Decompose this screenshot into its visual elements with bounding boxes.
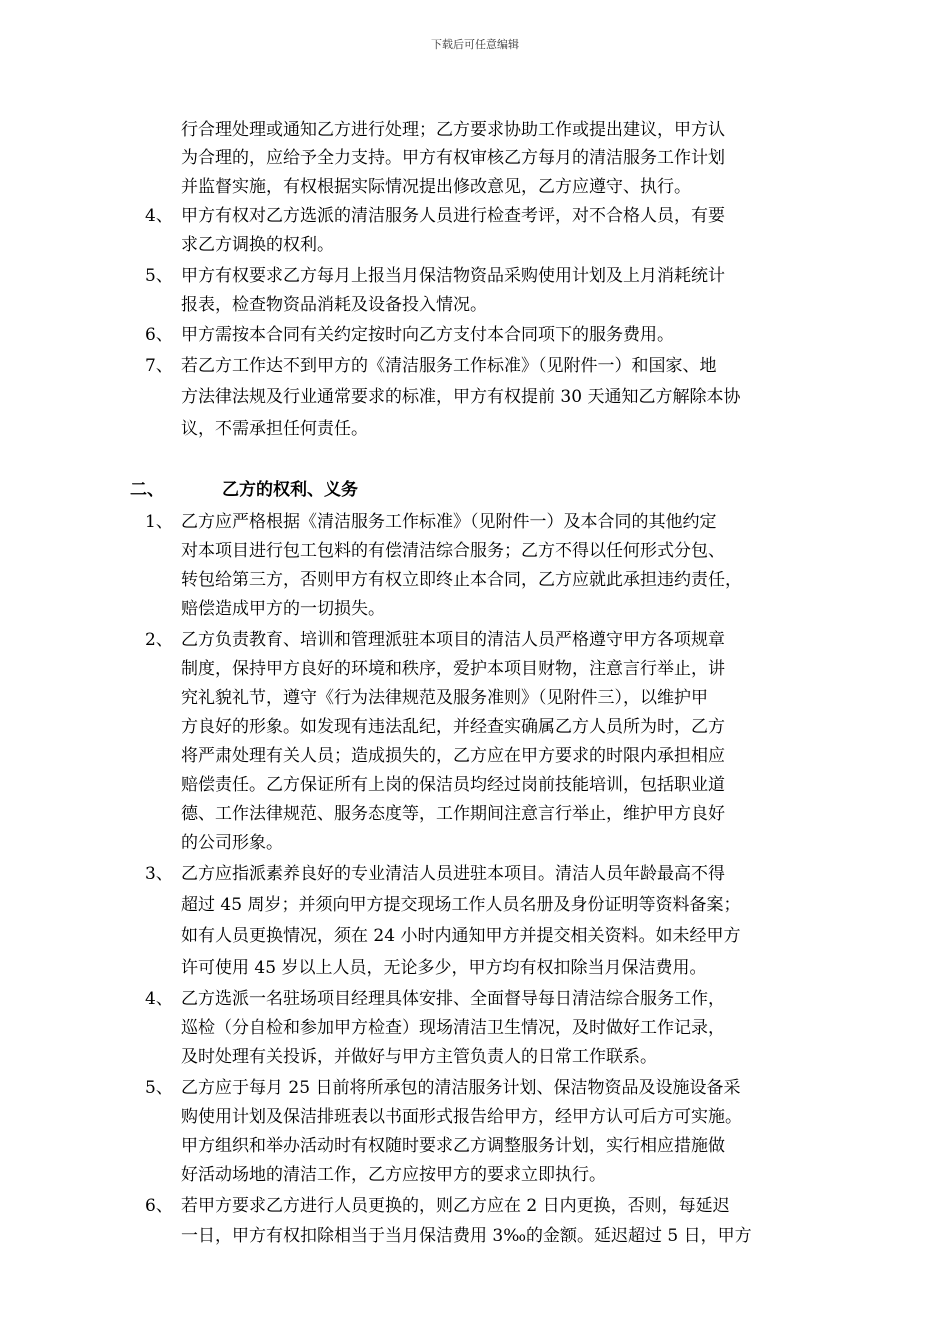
list-item-line: 许可使用 45 岁以上人员，无论多少，甲方均有权扣除当月保洁费用。	[181, 958, 707, 978]
list-item-line: 赔偿造成甲方的一切损失。	[181, 599, 385, 619]
list-item-line: 巡检（分自检和参加甲方检查）现场清洁卫生情况，及时做好工作记录，	[181, 1018, 725, 1038]
list-item-line: 如有人员更换情况，须在 24 小时内通知甲方并提交相关资料。如未经甲方	[181, 926, 741, 946]
list-number: 7、	[145, 356, 173, 376]
list-item-line: 甲方组织和举办活动时有权随时要求乙方调整服务计划，实行相应措施做	[181, 1136, 725, 1156]
list-item-line: 好活动场地的清洁工作，乙方应按甲方的要求立即执行。	[181, 1165, 606, 1185]
list-item-line: 甲方有权要求乙方每月上报当月保洁物资品采购使用计划及上月消耗统计	[181, 266, 725, 286]
list-number: 4、	[145, 206, 173, 226]
list-item-line: 乙方负责教育、培训和管理派驻本项目的清洁人员严格遵守甲方各项规章	[181, 630, 725, 650]
list-item-line: 方法律法规及行业通常要求的标准，甲方有权提前 30 天通知乙方解除本协	[181, 387, 741, 407]
list-number: 6、	[145, 325, 173, 345]
list-item-line: 的公司形象。	[181, 833, 283, 853]
list-number: 4、	[145, 989, 173, 1009]
list-item-line: 甲方有权对乙方选派的清洁服务人员进行检查考评，对不合格人员，有要	[181, 206, 725, 226]
list-item-line: 甲方需按本合同有关约定按时向乙方支付本合同项下的服务费用。	[181, 325, 674, 345]
list-item-line: 报表，检查物资品消耗及设备投入情况。	[181, 295, 487, 315]
list-item-line: 乙方应指派素养良好的专业清洁人员进驻本项目。清洁人员年龄最高不得	[181, 864, 725, 884]
section-number: 二、	[130, 480, 164, 500]
list-item-line: 赔偿责任。乙方保证所有上岗的保洁员均经过岗前技能培训，包括职业道	[181, 775, 725, 795]
list-item-line: 求乙方调换的权利。	[181, 235, 334, 255]
section-title: 乙方的权利、义务	[222, 480, 358, 500]
list-item-line: 若乙方工作达不到甲方的《清洁服务工作标准》（见附件一）和国家、地	[181, 356, 717, 376]
list-item-line: 德、工作法律规范、服务态度等，工作期间注意言行举止，维护甲方良好	[181, 804, 725, 824]
list-item-line: 超过 45 周岁；并须向甲方提交现场工作人员名册及身份证明等资料备案；	[181, 895, 741, 915]
list-item-line: 及时处理有关投诉，并做好与甲方主管负责人的日常工作联系。	[181, 1047, 657, 1067]
list-item-line: 将严肃处理有关人员；造成损失的，乙方应在甲方要求的时限内承担相应	[181, 746, 725, 766]
list-item-line: 乙方应严格根据《清洁服务工作标准》（见附件一）及本合同的其他约定	[181, 512, 717, 532]
list-number: 2、	[145, 630, 173, 650]
list-item-line: 制度，保持甲方良好的环境和秩序，爱护本项目财物，注意言行举止，讲	[181, 659, 725, 679]
list-item-line: 若甲方要求乙方进行人员更换的，则乙方应在 2 日内更换，否则，每延迟	[181, 1196, 730, 1216]
list-item-line: 购使用计划及保洁排班表以书面形式报告给甲方，经甲方认可后方可实施。	[181, 1107, 742, 1127]
list-item-line: 议，不需承担任何责任。	[181, 419, 368, 439]
list-item-line: 对本项目进行包工包料的有偿清洁综合服务；乙方不得以任何形式分包、	[181, 541, 725, 561]
list-number: 3、	[145, 864, 173, 884]
list-number: 5、	[145, 1078, 173, 1098]
page-header: 下载后可任意编辑	[431, 38, 519, 51]
list-number: 1、	[145, 512, 173, 532]
list-number: 6、	[145, 1196, 173, 1216]
list-number: 5、	[145, 266, 173, 286]
list-item-line: 一日，甲方有权扣除相当于当月保洁费用 3‰的金额。延迟超过 5 日，甲方	[181, 1226, 752, 1246]
list-item-line: 究礼貌礼节，遵守《行为法律规范及服务准则》（见附件三），以维护甲	[181, 688, 708, 708]
paragraph-line: 行合理处理或通知乙方进行处理；乙方要求协助工作或提出建议，甲方认	[181, 120, 725, 140]
list-item-line: 乙方选派一名驻场项目经理具体安排、全面督导每日清洁综合服务工作，	[181, 989, 725, 1009]
paragraph-line: 并监督实施，有权根据实际情况提出修改意见，乙方应遵守、执行。	[181, 177, 691, 197]
paragraph-line: 为合理的，应给予全力支持。甲方有权审核乙方每月的清洁服务工作计划	[181, 148, 725, 168]
list-item-line: 转包给第三方，否则甲方有权立即终止本合同，乙方应就此承担违约责任，	[181, 570, 742, 590]
list-item-line: 乙方应于每月 25 日前将所承包的清洁服务计划、保洁物资品及设施设备采	[181, 1078, 741, 1098]
list-item-line: 方良好的形象。如发现有违法乱纪，并经查实确属乙方人员所为时，乙方	[181, 717, 725, 737]
